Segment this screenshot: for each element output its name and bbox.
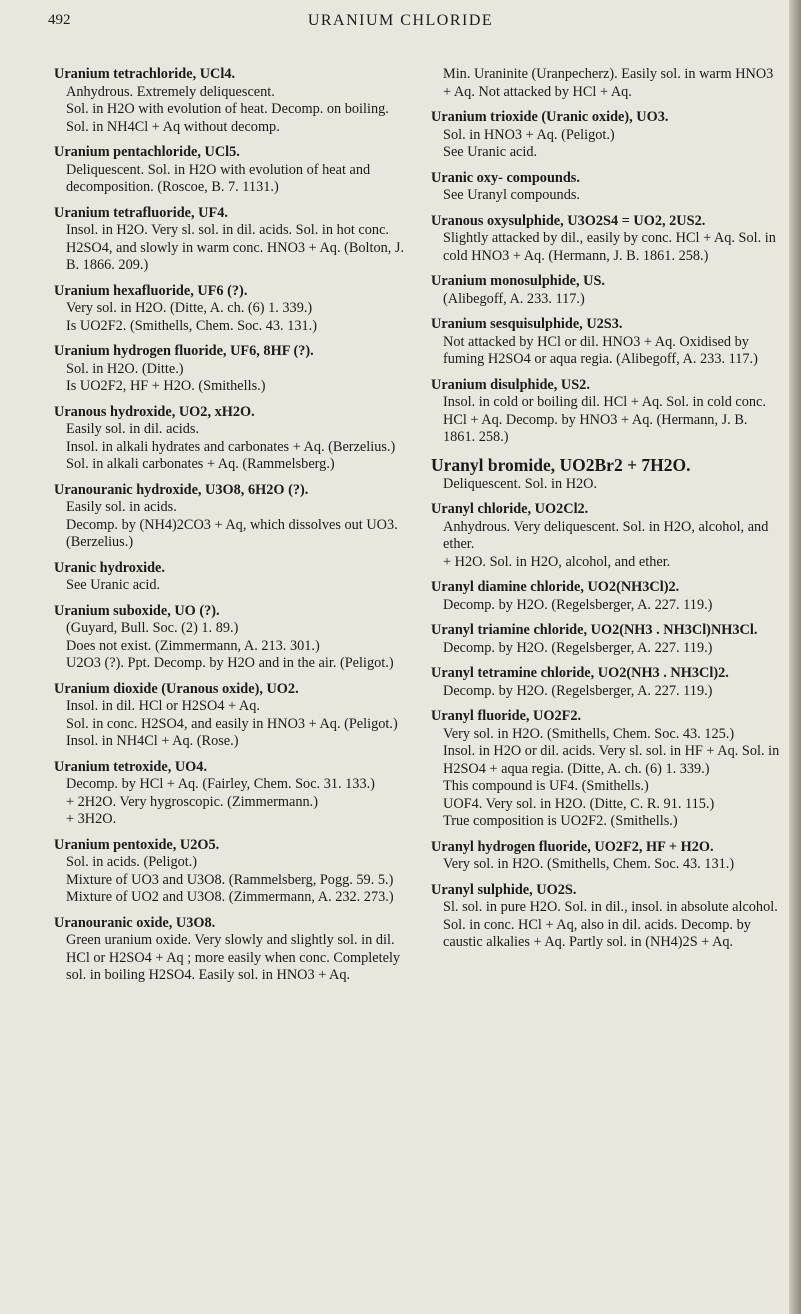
entry [431,665,783,700]
entry-text: U2O3 (?). Ppt. Decomp. by H2O and in the air. (Peligot.) [66,655,394,671]
entry-text: Sol. in acids. (Peligot.) [66,854,198,870]
entry-heading: Uranium suboxide, UO (?). [54,602,220,619]
entry [54,759,409,829]
page-number: 492 [48,12,71,28]
entry-text: Decomp. by (NH4)2CO3 + Aq, which dissolves out UO3. (Berzelius.) [66,516,398,550]
entry-text: Mixture of UO2 and U3O8. (Zimmermann, A. 232. 273.) [66,889,394,905]
entry-text: See Uranic acid. [443,144,538,160]
entry-text: Insol. in alkali hydrates and carbonates + Aq. (Berzelius.) [66,438,396,455]
entry-heading: Uranium monosulphide, US. [431,273,605,289]
entry-heading: Uranyl sulphide, UO2S. [431,881,577,898]
entry-text: Sol. in H2O. (Ditte.) [66,360,184,377]
entry-text: UOF4. Very sol. in H2O. (Ditte, C. R. 91. 115.) [443,795,715,812]
entry-heading: Uranouranic oxide, U3O8. [54,914,216,931]
entry-heading: Uranyl tetramine chloride, UO2(NH3 . NH3Cl)2. [431,665,729,681]
entry-text: Sl. sol. in pure H2O. Sol. in dil., insol. in absolute alcohol. Sol. in conc. HCl + Aq, also in dil. acids. Decomp. by caustic alkalies + Aq. Partly sol. in (NH4)2S + Aq. [443,899,778,950]
entry-text: Easily sol. in dil. acids. [66,421,200,437]
entry-text: Mixture of UO3 and U3O8. (Rammelsberg, Pogg. 59. 5.) [66,871,394,888]
entry-text: Decomp. by H2O. (Regelsberger, A. 227. 119.) [443,596,713,613]
entry [431,839,783,874]
entry-heading: Uranium hydrogen fluoride, UF6, 8HF (?). [54,343,314,359]
entry-text: Is UO2F2. (Smithells, Chem. Soc. 43. 131.) [66,317,317,334]
entry-text: Insol. in cold or boiling dil. HCl + Aq. Sol. in cold conc. HCl + Aq. Decomp. by HNO3 + Aq. (Hermann, J. B. 1861. 258.) [443,394,766,445]
entry [431,579,783,614]
entry [54,681,409,751]
entry-heading: Uranium hexafluoride, UF6 (?). [54,282,248,299]
entry-heading: Uranyl triamine chloride, UO2(NH3 . NH3Cl)NH3Cl. [431,622,758,638]
entry-heading: Uranium disulphide, US2. [431,376,590,393]
entry [431,455,783,494]
entry-heading: Uranium trioxide (Uranic oxide), UO3. [431,109,669,125]
entry-heading: Uranium tetrachloride, UCl4. [54,66,236,82]
entry [431,316,783,369]
entry-heading: Uranium pentoxide, U2O5. [54,836,220,853]
entry-heading: Uranic hydroxide. [54,559,165,576]
entry-heading: Uranouranic hydroxide, U3O8, 6H2O (?). [54,481,309,498]
entry-text: Insol. in H2O. Very sl. sol. in dil. acids. Sol. in hot conc. H2SO4, and slowly in warm conc. HNO3 + Aq. (Bolton, J. B. 1866. 209.) [66,222,405,273]
entry [54,66,409,136]
entry-text: Not attacked by HCl or dil. HNO3 + Aq. Oxidised by fuming H2SO4 or aqua regia. (Alibegoff, A. 233. 117.) [443,333,758,367]
entry-text: Insol. in H2O or dil. acids. Very sl. sol. in HF + Aq. Sol. in H2SO4 + aqua regia. (Ditte, A. ch. (6) 1. 339.) [443,743,780,777]
entry-text: (Guyard, Bull. Soc. (2) 1. 89.) [66,620,239,636]
entry-text: See Uranyl compounds. [443,187,580,203]
entry-text: Does not exist. (Zimmermann, A. 213. 301.) [66,637,320,654]
entry [431,170,783,205]
right-column [431,66,783,960]
entry [54,205,409,275]
entry-heading: Uranic oxy- compounds. [431,169,580,186]
entry [431,708,783,831]
entry-text: + H2O. Sol. in H2O, alcohol, and ether. [443,553,671,570]
entry-text: Very sol. in H2O. (Ditte, A. ch. (6) 1. 339.) [66,300,313,316]
entry-text: Anhydrous. Very deliquescent. Sol. in H2O, alcohol, and ether. [443,518,769,552]
entry [431,501,783,571]
entry-heading: Uranium tetrafluoride, UF4. [54,204,228,221]
entry-text: Insol. in dil. HCl or H2SO4 + Aq. [66,698,260,714]
entry-heading: Uranium tetroxide, UO4. [54,758,208,775]
entry-text: Decomp. by H2O. (Regelsberger, A. 227. 119.) [443,639,713,656]
entry [431,377,783,447]
entry-text: + 3H2O. [66,811,117,827]
entry-heading: Uranyl fluoride, UO2F2. [431,708,582,724]
entry-text: Very sol. in H2O. (Smithells, Chem. Soc. 43. 131.) [443,856,735,872]
entry [54,404,409,474]
entry-text: Sol. in H2O with evolution of heat. Decomp. on boiling. Sol. in NH4Cl + Aq without decomp. [66,101,389,135]
entry-text: Deliquescent. Sol. in H2O with evolution of heat and decomposition. (Roscoe, B. 7. 1131.) [66,161,371,195]
entry-text: Sol. in conc. H2SO4, and easily in HNO3 + Aq. (Peligot.) [66,715,398,732]
entry [54,915,409,985]
entry-text: Easily sol. in acids. [66,499,177,515]
entry [54,603,409,673]
entry-text: Slightly attacked by dil., easily by conc. HCl + Aq. Sol. in cold HNO3 + Aq. (Hermann, J. B. 1861. 258.) [443,230,776,264]
entry-text: Anhydrous. Extremely deliquescent. [66,83,275,100]
entry [431,66,783,101]
left-column [54,66,409,993]
entry-text: Sol. in HNO3 + Aq. (Peligot.) [443,126,615,143]
entry-text: Is UO2F2, HF + H2O. (Smithells.) [66,378,266,394]
entry [431,213,783,266]
entry-heading: Uranium sesquisulphide, U2S3. [431,316,623,332]
entry-text: Decomp. by HCl + Aq. (Fairley, Chem. Soc. 31. 133.) [66,776,375,792]
entry-text: See Uranic acid. [66,577,161,593]
entry-text: Decomp. by H2O. (Regelsberger, A. 227. 119.) [443,682,713,699]
page-edge-shadow [789,0,801,1314]
entry-text: + 2H2O. Very hygroscopic. (Zimmermann.) [66,793,318,810]
entry [431,882,783,952]
entry [54,837,409,907]
running-head: URANIUM CHLORIDE [307,12,494,29]
entry-text: Sol. in alkali carbonates + Aq. (Rammelsberg.) [66,456,335,472]
entry-heading: Uranyl chloride, UO2Cl2. [431,501,589,517]
entry-text: Min. Uraninite (Uranpecherz). Easily sol. in warm HNO3 + Aq. Not attacked by HCl + Aq. [443,66,774,100]
entry-text: Very sol. in H2O. (Smithells, Chem. Soc. 43. 125.) [443,725,735,742]
entry-text: Deliquescent. Sol. in H2O. [443,475,598,492]
entry [54,144,409,197]
entry-text: True composition is UO2F2. (Smithells.) [443,813,678,829]
entry [54,560,409,595]
entry-heading: Uranous oxysulphide, U3O2S4 = UO2, 2US2. [431,212,706,229]
entry-text: (Alibegoff, A. 233. 117.) [443,290,585,307]
entry-heading: Uranyl hydrogen fluoride, UO2F2, HF + H2O. [431,838,714,855]
entry-text: This compound is UF4. (Smithells.) [443,778,649,794]
entry-heading: Uranyl bromide, UO2Br2 + 7H2O. [431,454,691,475]
entry-heading: Uranyl diamine chloride, UO2(NH3Cl)2. [431,579,680,595]
entry-text: Insol. in NH4Cl + Aq. (Rose.) [66,733,239,749]
entry-heading: Uranium pentachloride, UCl5. [54,144,240,160]
entry [431,273,783,308]
entry-heading: Uranous hydroxide, UO2, xH2O. [54,403,255,420]
entry [54,482,409,552]
entry [431,109,783,162]
entry [54,283,409,336]
entry [54,343,409,396]
entry-text: Green uranium oxide. Very slowly and slightly sol. in dil. HCl or H2SO4 + Aq ; more easily when conc. Completely sol. in boiling H2SO4. Easily sol. in HNO3 + Aq. [66,932,401,983]
entry [431,622,783,657]
entry-heading: Uranium dioxide (Uranous oxide), UO2. [54,680,299,697]
